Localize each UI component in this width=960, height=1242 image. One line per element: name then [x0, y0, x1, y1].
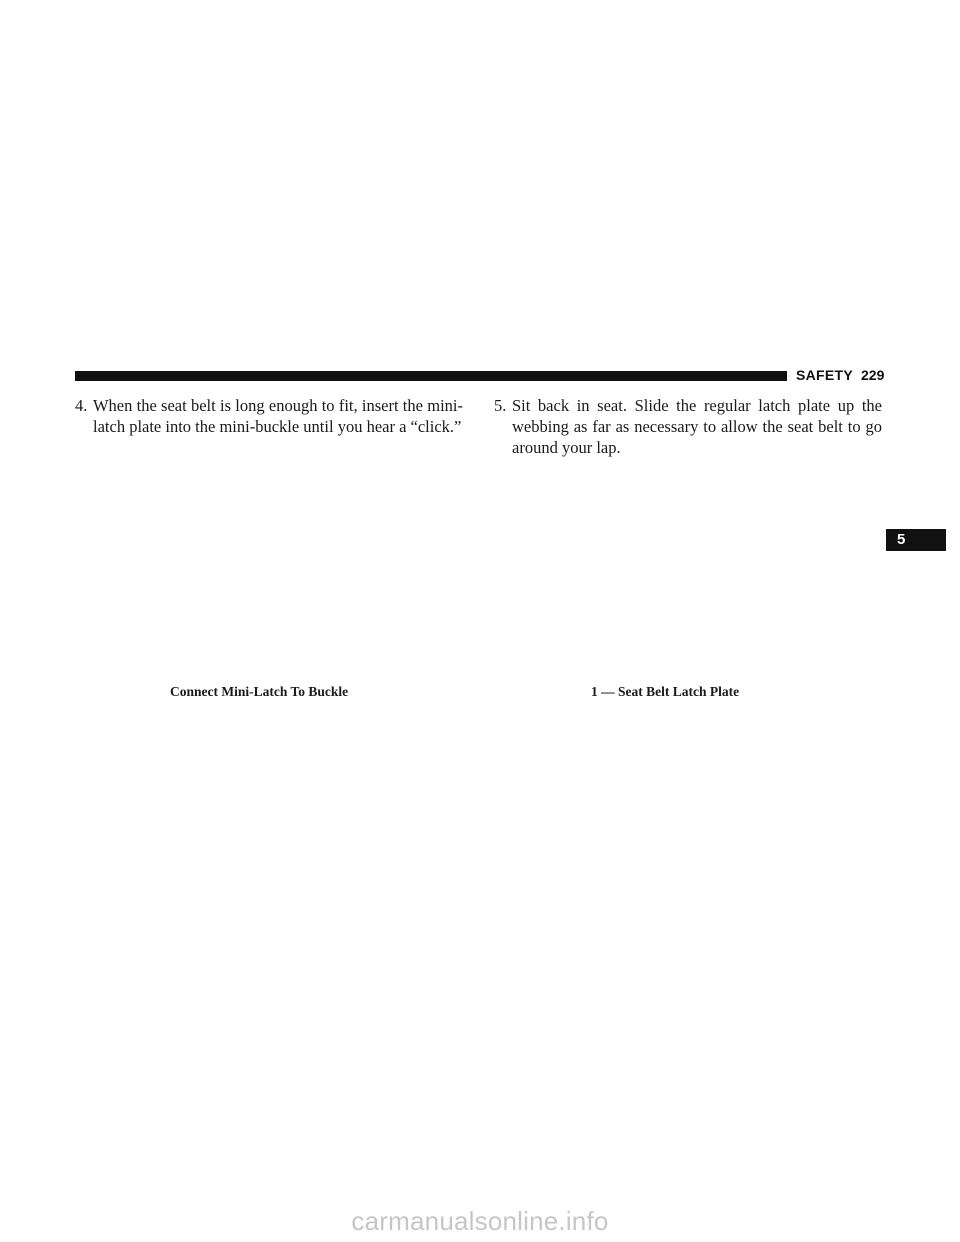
chapter-tab: 5 — [886, 529, 946, 551]
step-number: 4. — [75, 396, 88, 415]
step-5 — [494, 395, 882, 458]
step-text: When the seat belt is long enough to fit, insert the mini-latch plate into the mini-buckle until you hear a “click.” — [92, 396, 463, 436]
page-number: 229 — [861, 367, 885, 383]
figure-caption-right: 1 — Seat Belt Latch Plate — [591, 684, 740, 699]
step-number: 5. — [494, 396, 507, 415]
step-4 — [75, 395, 463, 437]
section-title: SAFETY — [796, 367, 854, 383]
watermark-text: carmanualsonline.info — [351, 1206, 609, 1236]
right-column — [494, 395, 882, 458]
header-rule — [75, 371, 787, 381]
figure-caption-left: Connect Mini-Latch To Buckle — [170, 684, 349, 699]
step-text: Sit back in seat. Slide the regular latch plate up the webbing as far as necessary to allow the seat belt to go around your lap. — [511, 396, 882, 457]
left-column — [75, 395, 463, 437]
